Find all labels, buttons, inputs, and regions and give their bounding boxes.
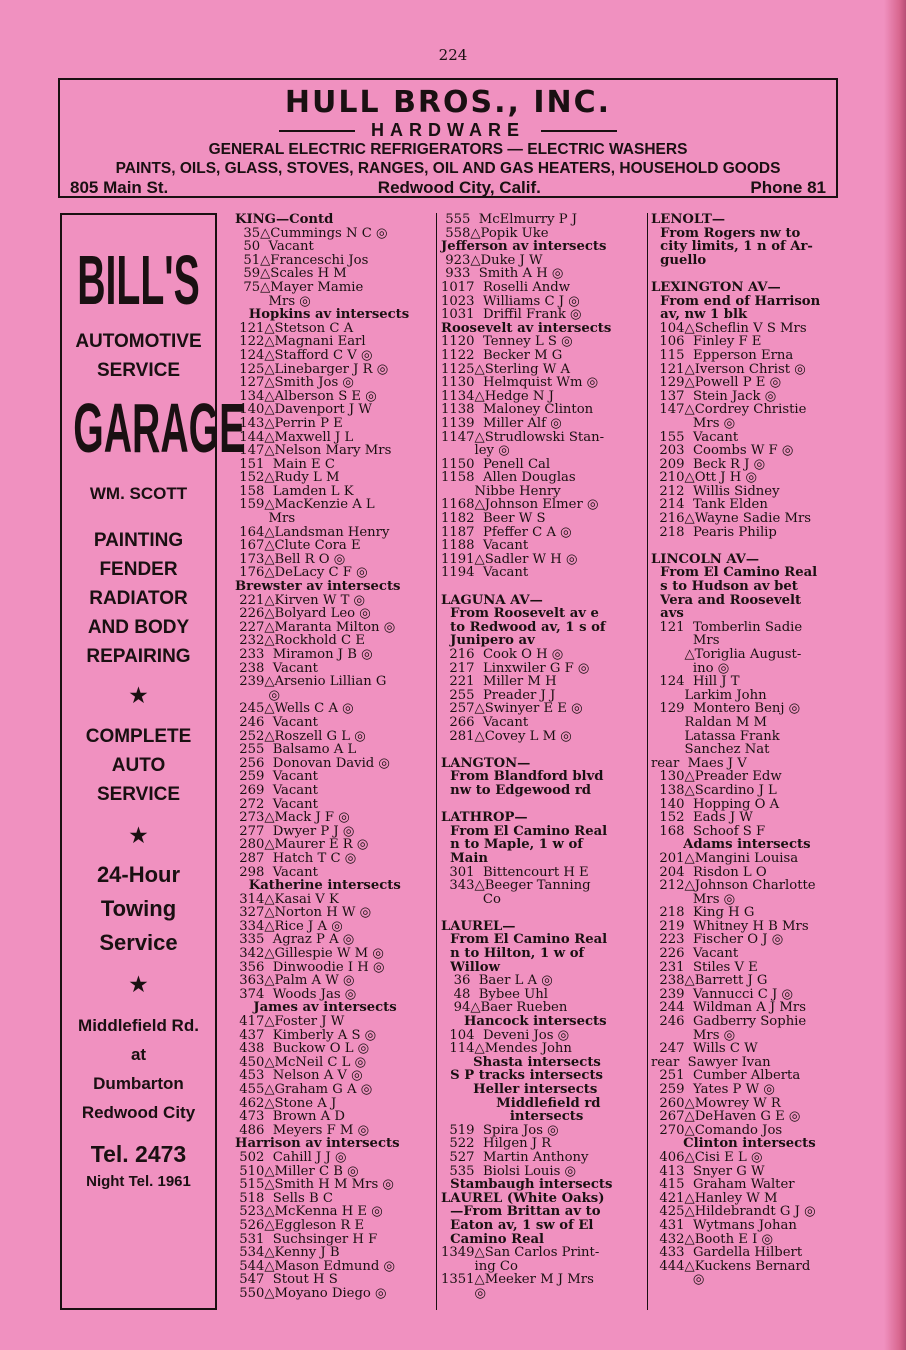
- directory-entry: 923△Duke J W: [441, 252, 543, 268]
- ad-address-middlefield: Middlefield Rd.: [78, 1016, 199, 1035]
- directory-entry: 260△Mowrey W R: [651, 1095, 781, 1111]
- directory-entry: 417△Foster J W: [235, 1014, 345, 1030]
- ad-company-name: HULL BROS., INC.: [284, 85, 612, 120]
- directory-entry: 238 Vacant: [235, 660, 318, 676]
- directory-entry: 124△Stafford C V ◎: [235, 347, 373, 363]
- directory-entry: 298 Vacant: [235, 864, 318, 880]
- directory-entry: 129△Powell P E ◎: [651, 375, 782, 391]
- street-heading: Stambaugh intersects: [441, 1177, 613, 1193]
- directory-entry: 114△Mendes John: [441, 1041, 572, 1057]
- directory-entry: 544△Mason Edmund ◎: [235, 1258, 395, 1274]
- directory-entry: 1351△Meeker M J Mrs: [441, 1272, 594, 1288]
- street-heading: guello: [651, 252, 707, 268]
- directory-entry: 523△McKenna H E ◎: [235, 1204, 383, 1220]
- directory-entry: 526△Eggleson R E: [235, 1217, 365, 1233]
- directory-entry: 334△Rice J A ◎: [235, 918, 343, 934]
- directory-entry: Sanchez Nat: [651, 742, 770, 758]
- directory-entry: ◎: [441, 1285, 487, 1301]
- directory-entry: 335 Agraz P A ◎: [235, 932, 355, 948]
- street-heading: Jefferson av intersects: [441, 239, 607, 255]
- directory-entry: 219 Whitney H B Mrs: [651, 918, 809, 934]
- street-heading: LAUREL (White Oaks): [441, 1190, 605, 1206]
- street-heading: From Rogers nw to: [651, 225, 801, 241]
- directory-entry: rear Maes J V: [651, 755, 747, 771]
- directory-entry: 227△Maranta Milton ◎: [235, 619, 396, 635]
- directory-entry: 281△Covey L M ◎: [441, 728, 572, 744]
- street-heading: Adams intersects: [651, 837, 811, 853]
- street-heading: Hopkins av intersects: [235, 307, 410, 323]
- directory-entry: △Toriglia August-: [651, 647, 802, 662]
- street-heading: s to Hudson av bet: [651, 579, 798, 595]
- directory-entry: 48 Bybee Uhl: [441, 986, 548, 1002]
- ad-city: Redwood City, Calif.: [377, 178, 541, 197]
- directory-entry: 273△Mack J F ◎: [235, 810, 350, 826]
- directory-entry: 486 Meyers F M ◎: [235, 1122, 370, 1138]
- street-heading: KING—Contd: [235, 212, 334, 227]
- directory-entry: 455△Graham G A ◎: [235, 1082, 373, 1097]
- ad-address-dumbarton: Dumbarton: [93, 1074, 184, 1093]
- directory-entry: 531 Suchsinger H F: [235, 1231, 378, 1247]
- directory-entry: 239△Arsenio Lillian G: [235, 674, 387, 690]
- directory-entry: 431 Wytmans Johan: [651, 1217, 797, 1233]
- directory-entry: 535 Biolsi Louis ◎: [441, 1163, 577, 1179]
- directory-entry: 933 Smith A H ◎: [441, 266, 564, 282]
- directory-entry: 251 Cumber Alberta: [651, 1068, 801, 1084]
- directory-entry: 502 Cahill J J ◎: [235, 1149, 347, 1165]
- directory-entry: 252△Roszell G L ◎: [235, 728, 366, 744]
- directory-entry: Nibbe Henry: [441, 483, 561, 499]
- directory-entry: ino ◎: [651, 660, 730, 676]
- directory-entry: 1139 Miller Alf ◎: [441, 415, 562, 431]
- ad-name-garage: GARAGE: [73, 389, 246, 467]
- directory-entry: 36 Baer L A ◎: [441, 973, 553, 989]
- directory-entry: Mrs: [651, 633, 720, 649]
- directory-entry: 104△Scheflin V S Mrs: [651, 320, 807, 336]
- directory-entry: 1125△Sterling W A: [441, 361, 570, 377]
- column-divider: [647, 213, 648, 1310]
- star-icon: ★: [129, 825, 148, 847]
- directory-entry: 287 Hatch T C ◎: [235, 850, 357, 866]
- street-heading: LATHROP—: [441, 810, 528, 826]
- directory-entry: 519 Spira Jos ◎: [441, 1122, 559, 1138]
- directory-entry: 152△Rudy L M: [235, 470, 340, 486]
- directory-entry: 140△Davenport J W: [235, 402, 372, 418]
- ad-auto: AUTO: [111, 755, 166, 776]
- star-icon: ★: [129, 685, 148, 707]
- street-heading: From Roosevelt av e: [441, 606, 599, 622]
- directory-entry: 75△Mayer Mamie: [235, 279, 364, 295]
- ad-owner: WM. SCOTT: [89, 484, 188, 503]
- directory-entry: 462△Stone A J: [235, 1095, 337, 1111]
- directory-entry: 226 Vacant: [651, 946, 739, 962]
- directory-entry: 1168△Johnson Elmer ◎: [441, 497, 599, 513]
- directory-entry: 1188 Vacant: [441, 538, 529, 554]
- directory-entry: 106 Finley F E: [651, 334, 762, 350]
- directory-entry: 121△Stetson C A: [235, 320, 354, 336]
- ad-service-2: SERVICE: [96, 784, 181, 805]
- directory-entry: Larkim John: [651, 687, 767, 703]
- directory-entry: 1349△San Carlos Print-: [441, 1245, 600, 1261]
- directory-entry: 255 Preader J J: [441, 687, 556, 703]
- directory-entry: 1194 Vacant: [441, 565, 529, 581]
- ad-service-repairing: REPAIRING: [86, 646, 191, 667]
- directory-entry: 152 Eads J W: [651, 810, 753, 826]
- street-heading: Roosevelt av intersects: [441, 320, 612, 336]
- directory-entry: 212 Willis Sidney: [651, 483, 780, 499]
- street-heading: —From Brittan av to: [441, 1204, 601, 1220]
- street-heading: Eaton av, 1 sw of El: [441, 1217, 594, 1233]
- directory-entry: 226△Bolyard Leo ◎: [235, 606, 371, 622]
- directory-entry: 221△Kirven W T ◎: [235, 592, 366, 608]
- directory-entry: 176△DeLacy C F ◎: [235, 565, 368, 581]
- ad-line-appliances: GENERAL ELECTRIC REFRIGERATORS — ELECTRIC WASHERS: [208, 141, 688, 158]
- directory-entry: 1150 Penell Cal: [441, 456, 551, 472]
- directory-entry: 550△Moyano Diego ◎: [235, 1285, 387, 1301]
- directory-entry: 280△Maurer E R ◎: [235, 837, 369, 853]
- directory-entry: 510△Miller C B ◎: [235, 1163, 359, 1179]
- directory-entry: 210△Ott J H ◎: [651, 470, 757, 486]
- directory-entry: 269 Vacant: [235, 782, 318, 798]
- directory-entry: 231 Stiles V E: [651, 959, 758, 975]
- ad-service-and-body: AND BODY: [87, 617, 190, 638]
- street-heading: Middlefield rd: [441, 1095, 601, 1111]
- directory-entry: 158 Lamden L K: [235, 483, 354, 499]
- street-heading: From El Camino Real: [651, 565, 818, 581]
- page-edge-shadow: [884, 0, 906, 1350]
- ad-towing: Towing: [100, 896, 177, 921]
- star-icon: ★: [129, 974, 148, 996]
- directory-entry: Mrs ◎: [651, 891, 736, 907]
- directory-entry: 244 Wildman A J Mrs: [651, 1000, 806, 1016]
- directory-entry: 314△Kasai V K: [235, 891, 339, 907]
- street-heading: Hancock intersects: [441, 1014, 607, 1030]
- bills-garage-advertisement: [60, 213, 246, 1310]
- directory-entry: 272 Vacant: [235, 796, 318, 812]
- directory-entry: 115 Epperson Erna: [651, 347, 794, 363]
- directory-entry: 415 Graham Walter: [651, 1177, 795, 1193]
- street-heading: LENOLT—: [651, 212, 726, 227]
- street-heading: LAGUNA AV—: [441, 592, 543, 608]
- directory-entry: 437 Kimberly A S ◎: [235, 1027, 377, 1043]
- directory-entry: 270△Comando Jos: [651, 1122, 783, 1138]
- directory-entry: 277 Dwyer P J ◎: [235, 823, 355, 839]
- street-heading: LANGTON—: [441, 755, 531, 771]
- directory-entry: ◎: [651, 1272, 705, 1288]
- directory-entry: 130△Preader Edw: [651, 769, 782, 785]
- directory-entry: 232△Rockhold C E: [235, 633, 365, 649]
- directory-entry: 1031 Driffil Frank ◎: [441, 307, 582, 323]
- directory-entry: 1158 Allen Douglas: [441, 470, 576, 486]
- directory-entry: 1187 Pfeffer C A ◎: [441, 524, 572, 540]
- directory-entry: 122△Magnani Earl: [235, 334, 366, 350]
- street-heading: av, nw 1 blk: [651, 307, 748, 323]
- directory-entry: 433 Gardella Hilbert: [651, 1245, 803, 1261]
- directory-entry: 143△Perrin P E: [235, 415, 343, 431]
- directory-entry: 216 Cook O H ◎: [441, 647, 564, 662]
- directory-entry: 1147△Strudlowski Stan-: [441, 429, 605, 445]
- street-heading: Vera and Roosevelt: [651, 592, 802, 608]
- ad-line-service: SERVICE: [96, 360, 181, 381]
- directory-entry: 201△Mangini Louisa: [651, 850, 799, 866]
- directory-entry: 453 Nelson A V ◎: [235, 1068, 363, 1084]
- street-heading: Willow: [441, 959, 500, 975]
- street-heading: From El Camino Real: [441, 823, 608, 839]
- ad-address: 805 Main St.: [70, 178, 169, 197]
- directory-entry: 221 Miller M H: [441, 674, 557, 690]
- directory-entry: 413 Snyer G W: [651, 1163, 765, 1179]
- directory-entry: 212△Johnson Charlotte: [651, 878, 816, 894]
- directory-entry: 301 Bittencourt H E: [441, 864, 589, 880]
- directory-entry: 246 Gadberry Sophie: [651, 1014, 807, 1030]
- street-heading: nw to Edgewood rd: [441, 782, 592, 798]
- directory-entry: 238△Barrett J G: [651, 973, 768, 989]
- directory-column-2: [441, 213, 647, 1301]
- directory-entry: 1120 Tenney L S ◎: [441, 334, 573, 350]
- directory-entry: 515△Smith H M Mrs ◎: [235, 1177, 394, 1193]
- directory-entry: 343△Beeger Tanning: [441, 878, 591, 894]
- street-heading: intersects: [441, 1109, 584, 1125]
- directory-entry: 555 McElmurry P J: [441, 212, 578, 227]
- directory-entry: [651, 267, 856, 281]
- street-heading: n to Maple, 1 w of: [441, 837, 583, 853]
- ad-phone: Phone 81: [750, 178, 826, 197]
- street-heading: Junipero av: [441, 633, 535, 649]
- ad-service-radiator: RADIATOR: [89, 588, 188, 609]
- ad-subtitle: HARDWARE: [60, 120, 836, 140]
- directory-entry: 363△Palm A W ◎: [235, 973, 355, 989]
- directory-entry: 137 Stein Jack ◎: [651, 388, 777, 404]
- directory-entry: 342△Gillespie W M ◎: [235, 946, 384, 962]
- street-heading: Katherine intersects: [235, 878, 401, 894]
- street-heading: S P tracks intersects: [441, 1068, 603, 1084]
- street-heading: From end of Harrison: [651, 293, 821, 309]
- directory-entry: 259 Vacant: [235, 769, 318, 785]
- directory-entry: 218 Pearis Philip: [651, 524, 777, 540]
- directory-entry: Mrs ◎: [235, 293, 311, 309]
- directory-entry: 246 Vacant: [235, 714, 318, 730]
- directory-entry: 218 King H G: [651, 905, 755, 921]
- ad-service-3: Service: [99, 930, 178, 955]
- directory-entry: 159△MacKenzie A L: [235, 497, 375, 513]
- directory-entry: 134△Alberson S E ◎: [235, 388, 377, 404]
- directory-entry: 259 Yates P W ◎: [651, 1082, 775, 1097]
- directory-column-3: [651, 213, 856, 1287]
- ad-service-painting: PAINTING: [93, 530, 184, 551]
- directory-entry: 1182 Beer W S: [441, 511, 546, 527]
- street-heading: LAUREL—: [441, 918, 516, 934]
- street-heading: Main: [441, 850, 488, 866]
- directory-entry: 35△Cummings N C ◎: [235, 225, 388, 241]
- directory-entry: ing Co: [441, 1258, 518, 1274]
- directory-entry: 104 Deveni Jos ◎: [441, 1027, 570, 1043]
- directory-entry: 216△Wayne Sadie Mrs: [651, 511, 812, 527]
- directory-column-1: [235, 213, 438, 1301]
- directory-entry: 327△Norton H W ◎: [235, 905, 372, 921]
- directory-entry: [441, 580, 647, 594]
- directory-entry: 1023 Williams C J ◎: [441, 293, 580, 309]
- ad-line-goods: PAINTS, OILS, GLASS, STOVES, RANGES, OIL AND GAS HEATERS, HOUSEHOLD GOODS: [115, 160, 781, 177]
- street-heading: Camino Real: [441, 1231, 545, 1247]
- street-heading: Brewster av intersects: [235, 579, 401, 595]
- street-heading: LINCOLN AV—: [651, 551, 760, 567]
- directory-entry: 257△Swinyer E E ◎: [441, 701, 583, 717]
- directory-entry: 406△Cisi E L ◎: [651, 1149, 763, 1165]
- street-heading: n to Hilton, 1 w of: [441, 946, 585, 962]
- directory-entry: 209 Beck R J ◎: [651, 456, 766, 472]
- directory-entry: 59△Scales H M: [235, 266, 347, 282]
- directory-entry: [441, 798, 647, 812]
- hull-bros-advertisement: [58, 78, 838, 198]
- directory-entry: 239 Vannucci C J ◎: [651, 986, 794, 1002]
- ad-name-bills: BILL'S: [77, 241, 200, 319]
- street-heading: city limits, 1 n of Ar-: [651, 239, 813, 255]
- ad-night-telephone: Night Tel. 1961: [86, 1173, 191, 1190]
- street-heading: Clinton intersects: [651, 1136, 816, 1152]
- directory-entry: 245△Wells C A ◎: [235, 701, 354, 717]
- directory-entry: 1138 Maloney Clinton: [441, 402, 594, 418]
- street-heading: Heller intersects: [441, 1082, 598, 1097]
- ad-address-redwood: Redwood City: [81, 1103, 196, 1122]
- directory-entry: 151 Main E C: [235, 456, 335, 472]
- ad-complete: COMPLETE: [85, 726, 192, 747]
- directory-entry: 522 Hilgen J R: [441, 1136, 552, 1152]
- directory-entry: 147△Cordrey Christie: [651, 402, 807, 418]
- directory-entry: ◎: [235, 687, 281, 703]
- street-heading: James av intersects: [235, 1000, 397, 1016]
- directory-entry: ley ◎: [441, 443, 510, 459]
- directory-entry: 121 Tomberlin Sadie: [651, 619, 803, 635]
- directory-entry: 266 Vacant: [441, 714, 529, 730]
- directory-entry: [441, 906, 647, 920]
- directory-entry: 438 Buckow O L ◎: [235, 1041, 370, 1057]
- directory-entry: Mrs: [235, 511, 296, 527]
- directory-entry: 204 Risdon L O: [651, 864, 767, 880]
- directory-entry: 223 Fischer O J ◎: [651, 932, 784, 948]
- ad-telephone: Tel. 2473: [90, 1141, 187, 1167]
- street-heading: From El Camino Real: [441, 932, 608, 948]
- street-heading: LEXINGTON AV—: [651, 279, 781, 295]
- directory-entry: 168 Schoof S F: [651, 823, 766, 839]
- directory-entry: 527 Martin Anthony: [441, 1149, 589, 1165]
- directory-entry: 140 Hopping O A: [651, 796, 780, 812]
- directory-entry: Co: [441, 891, 501, 907]
- directory-entry: 267△DeHaven G E ◎: [651, 1109, 801, 1125]
- directory-entry: 167△Clute Cora E: [235, 538, 361, 554]
- ad-address-at: at: [130, 1045, 147, 1064]
- directory-entry: 356 Dinwoodie I H ◎: [235, 959, 385, 975]
- ad-service-fender: FENDER: [99, 559, 178, 580]
- directory-entry: 127△Smith Jos ◎: [235, 375, 354, 391]
- directory-entry: 518 Sells B C: [235, 1190, 333, 1206]
- directory-entry: 144△Maxwell J L: [235, 429, 354, 445]
- street-heading: avs: [651, 606, 684, 622]
- directory-entry: Mrs ◎: [651, 1027, 736, 1043]
- street-heading: Shasta intersects: [441, 1054, 601, 1070]
- directory-entry: Raldan M M: [651, 714, 768, 730]
- directory-entry: 1122 Becker M G: [441, 347, 563, 363]
- directory-entry: 125△Linebarger J R ◎: [235, 361, 389, 377]
- directory-entry: 256 Donovan David ◎: [235, 755, 390, 771]
- directory-entry: Mrs ◎: [651, 415, 736, 431]
- directory-entry: 147△Nelson Mary Mrs: [235, 443, 392, 459]
- ad-24-hour: 24-Hour: [96, 862, 181, 887]
- directory-entry: 444△Kuckens Bernard: [651, 1258, 811, 1274]
- directory-entry: 164△Landsman Henry: [235, 524, 390, 540]
- directory-entry: 129 Montero Benj ◎: [651, 701, 801, 717]
- ad-line-automotive: AUTOMOTIVE: [75, 331, 202, 352]
- directory-entry: 217 Linxwiler G F ◎: [441, 660, 590, 676]
- street-heading: From Blandford blvd: [441, 769, 604, 785]
- directory-entry: [441, 743, 647, 757]
- directory-entry: 155 Vacant: [651, 429, 739, 445]
- directory-entry: 255 Balsamo A L: [235, 742, 357, 758]
- directory-entry: 432△Booth E I ◎: [651, 1231, 773, 1247]
- directory-entry: rear Sawyer Ivan: [651, 1054, 771, 1070]
- directory-entry: 558△Popik Uke: [441, 225, 549, 241]
- directory-entry: 138△Scardino J L: [651, 782, 777, 798]
- directory-entry: 1134△Hedge N J: [441, 388, 554, 404]
- directory-entry: [651, 539, 856, 553]
- directory-entry: 1191△Sadler W H ◎: [441, 551, 578, 567]
- directory-entry: 547 Stout H S: [235, 1272, 338, 1288]
- page-number: 224: [438, 46, 468, 64]
- directory-entry: 374 Woods Jas ◎: [235, 986, 357, 1002]
- street-heading: to Redwood av, 1 s of: [441, 619, 606, 635]
- directory-entry: 203 Coombs W F ◎: [651, 443, 794, 459]
- directory-entry: 214 Tank Elden: [651, 497, 768, 513]
- street-heading: Harrison av intersects: [235, 1136, 400, 1152]
- directory-entry: 1130 Helmquist Wm ◎: [441, 375, 599, 391]
- directory-entry: 534△Kenny J B: [235, 1245, 340, 1261]
- directory-entry: 173△Bell R O ◎: [235, 551, 346, 567]
- directory-entry: 421△Hanley W M: [651, 1190, 778, 1206]
- ad-contact-line: [60, 178, 836, 198]
- directory-entry: 425△Hildebrandt G J ◎: [651, 1204, 816, 1220]
- directory-entry: 1017 Roselli Andw: [441, 279, 570, 295]
- directory-entry: 94△Baer Rueben: [441, 1000, 568, 1016]
- directory-entry: 51△Franceschi Jos: [235, 252, 369, 268]
- directory-entry: Latassa Frank: [651, 728, 780, 744]
- directory-entry: 121△Iverson Christ ◎: [651, 361, 806, 377]
- directory-entry: 473 Brown A D: [235, 1109, 345, 1125]
- directory-entry: 50 Vacant: [235, 239, 314, 255]
- directory-entry: 450△McNeil C L ◎: [235, 1054, 367, 1070]
- directory-entry: 247 Wills C W: [651, 1041, 758, 1057]
- directory-entry: 233 Miramon J B ◎: [235, 647, 373, 662]
- directory-entry: 124 Hill J T: [651, 674, 740, 690]
